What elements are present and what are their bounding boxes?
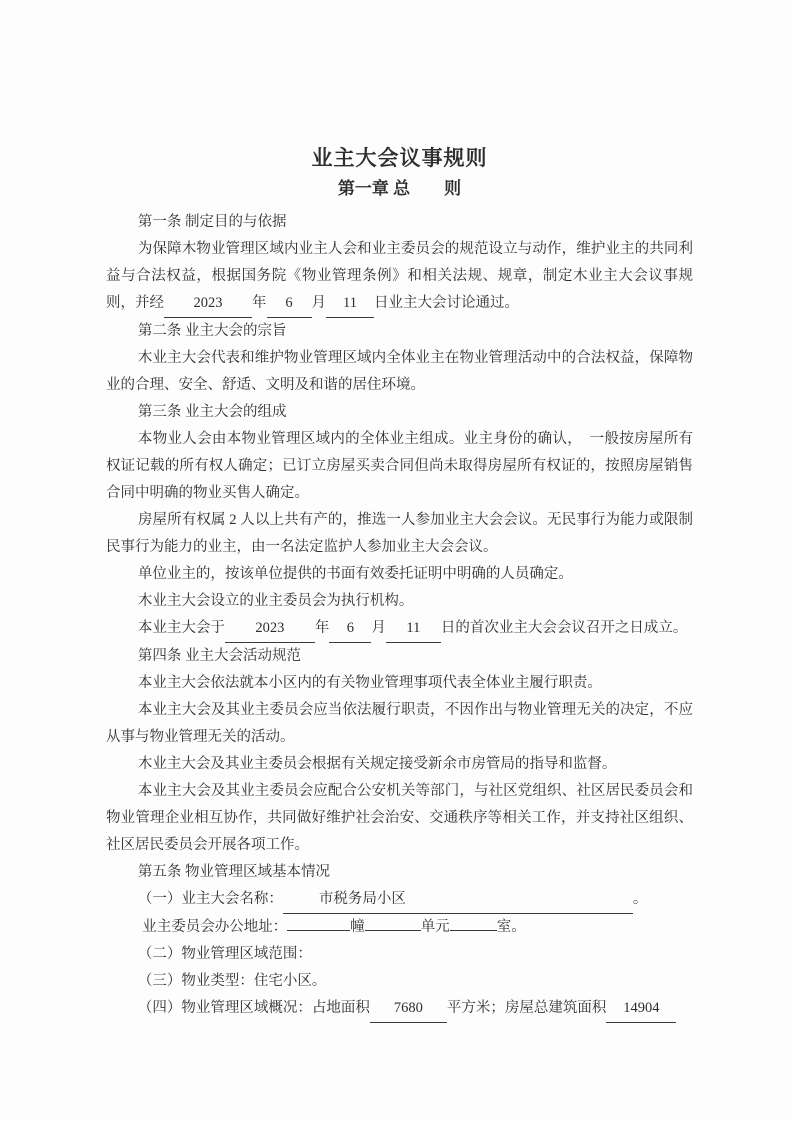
overview-mid-label: 平方米；房屋总建筑面积 xyxy=(446,1000,607,1016)
office-unit-blank xyxy=(365,916,421,932)
establishment-text: 本业主大会于 xyxy=(137,620,225,636)
article-1-text: 为保障木物业管理区域内业主人会和业主委员会的规范设立与动作，维护业主的共同利益与合法权益，根据国务院《物业管理条例》和相关法规、规章，制定木业主大会议事规则，并经 xyxy=(106,241,693,311)
property-scope-line: （二）物业管理区域范围： xyxy=(137,946,312,962)
article-1-heading: 第一条 制定目的与依据 xyxy=(137,214,287,230)
article-3-heading: 第三条 业主大会的组成 xyxy=(137,404,287,420)
room-label: 室。 xyxy=(496,919,526,935)
article-4-para-3: 木业主大会及其业主委员会根据有关规定接受新余市房管局的指导和监督。 xyxy=(137,756,617,772)
chapter-heading: 第一章 总 则 xyxy=(337,179,462,198)
year-unit-label: 年 xyxy=(252,295,267,311)
office-address-label: 业主委员会办公地址： xyxy=(142,919,288,935)
article-2-body: 木业主大会代表和维护物业管理区域内全体业主在物业管理活动中的合法权益，保障物业的合理、安全、舒适、文明及和谐的居住环境。 xyxy=(106,350,693,393)
article-4-para-1: 本业主大会依法就本小区内的有关物业管理事项代表全体业主履行职责。 xyxy=(137,675,602,691)
article-5-heading: 第五条 物业管理区域基本情况 xyxy=(137,864,331,880)
overview-label: （四）物业管理区域概况：占地面积 xyxy=(137,1000,370,1016)
month-unit-label: 月 xyxy=(311,295,326,311)
approval-year-blank: 2023 xyxy=(164,290,252,318)
article-3-para-1: 本物业人会由本物业管理区域内的全体业主组成。业主身份的确认， 一般按房屋所有权证记载的所有权人确定；已订立房屋买卖合同但尚未取得房屋所有权证的，按照房屋销售合同中明确的物业买售人确定。 xyxy=(106,431,693,501)
land-area-blank: 7680 xyxy=(370,995,447,1023)
assembly-name-blank: 市税务局小区 xyxy=(283,886,633,914)
article-1-text-end: 日业主大会讨论通过。 xyxy=(374,295,519,311)
article-3-para-3: 单位业主的，按该单位提供的书面有效委托证明中明确的人员确定。 xyxy=(137,566,573,582)
establishment-year-unit: 年 xyxy=(314,620,330,636)
document-body xyxy=(106,0,693,1023)
assembly-name-period: 。 xyxy=(632,891,648,907)
office-building-blank xyxy=(287,916,350,932)
office-room-blank xyxy=(450,916,497,932)
establishment-month-unit: 月 xyxy=(371,620,386,636)
building-unit-label: 幢 xyxy=(350,919,365,935)
article-3-para-4: 木业主大会设立的业主委员会为执行机构。 xyxy=(137,593,414,609)
building-area-blank: 14904 xyxy=(606,995,676,1023)
approval-day-blank: 11 xyxy=(326,290,374,318)
unit-label: 单元 xyxy=(420,919,450,935)
property-overview-line xyxy=(106,995,693,1023)
establishment-text-end: 日的首次业主大会会议召开之日成立。 xyxy=(440,620,688,636)
property-type-line: （三）物业类型：住宅小区。 xyxy=(137,973,327,989)
article-1-body xyxy=(106,236,693,318)
article-3-establishment-line xyxy=(106,615,693,643)
approval-month-blank: 6 xyxy=(267,290,312,318)
establishment-day-blank: 11 xyxy=(386,615,441,643)
assembly-name-label: （一）业主大会名称： xyxy=(137,891,283,907)
article-4-para-2: 本业主大会及其业主委员会应当依法履行职责，不因作出与物业管理无关的决定，不应从事与物业管理无关的活动。 xyxy=(106,702,693,745)
establishment-year-blank: 2023 xyxy=(225,615,315,643)
article-4-para-4: 本业主大会及其业主委员会应配合公安机关等部门，与社区党组织、社区居民委员会和物业管理企业相互协作，共同做好维护社会治安、交通秩序等相关工作，并支持社区组织、社区居民委员会开展各项工作。 xyxy=(106,783,693,853)
document-title: 业主大会议事规则 xyxy=(311,146,488,170)
article-2-heading: 第二条 业主大会的宗旨 xyxy=(137,323,287,339)
owners-assembly-name-line xyxy=(106,886,693,914)
committee-office-address-line xyxy=(106,914,693,941)
establishment-month-blank: 6 xyxy=(329,615,371,643)
article-4-heading: 第四条 业主大会活动规范 xyxy=(137,648,302,664)
article-3-para-2: 房屋所有权属 2 人以上共有产的，推选一人参加业主大会会议。无民事行为能力或限制民事行为能力的业主，由一名法定监护人参加业主大会会议。 xyxy=(106,512,693,555)
